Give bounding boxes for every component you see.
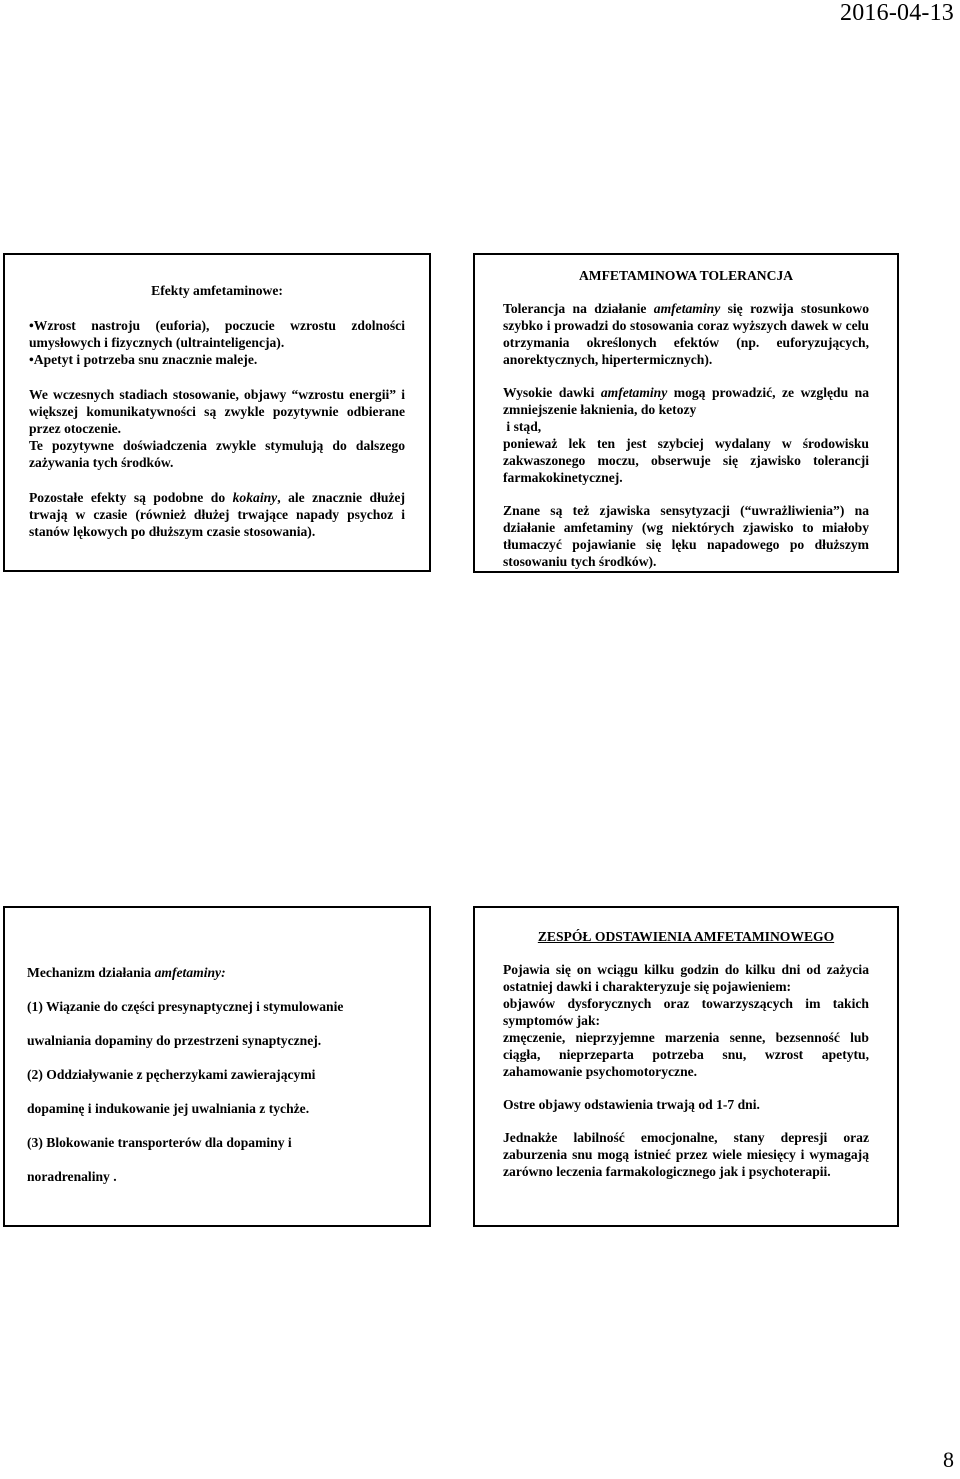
italic-term: amfetaminy	[653, 301, 721, 316]
paragraph: Znane są też zjawiska sensytyzacji (“uwrażliwienia”) na działanie amfetaminy (wg niektórych zjawisko to miałoby tłumaczyć pojawianie się lęku napadowego po dłuższym stosowaniu tych środków).	[503, 503, 869, 569]
mechanism-line: dopaminę i indukowanie jej uwalniania z tychże.	[27, 1101, 310, 1116]
paragraph: Ostre objawy odstawienia trwają od 1-7 dni.	[503, 1097, 760, 1112]
mechanism-line: uwalniania dopaminy do przestrzeni synaptycznej.	[27, 1033, 322, 1048]
slide-title: Efekty amfetaminowe:	[151, 283, 283, 298]
mechanism-line: (2) Oddziaływanie z pęcherzykami zawierającymi	[27, 1067, 316, 1082]
slide-withdrawal-syndrome	[473, 906, 899, 1227]
slide-amphetamine-effects	[3, 253, 431, 572]
slide-amphetamine-tolerance	[473, 253, 899, 573]
text-run: Mechanizm działania	[27, 965, 155, 980]
text-run: Tolerancja na działanie	[503, 301, 654, 316]
slide-mechanism-of-action	[3, 906, 431, 1227]
paragraph: Te pozytywne doświadczenia zwykle stymulują do dalszego zażywania tych środków.	[29, 438, 405, 470]
slide-title: ZESPÓŁ ODSTAWIENIA AMFETAMINOWEGO	[537, 929, 835, 944]
paragraph: zmęczenie, nieprzyjemne marzenia senne, bezsenność lub ciągła, nieprzeparta potrzeba snu, wzrost apetytu, zahamowanie psychomotoryczne.	[503, 1030, 869, 1079]
mechanism-line: noradrenaliny .	[27, 1169, 117, 1184]
slide-title: AMFETAMINOWA TOLERANCJA	[578, 268, 794, 283]
text-run: Wysokie dawki	[503, 385, 601, 400]
italic-term: amfetaminy:	[154, 965, 226, 980]
text-run: mogą prowadzić, ze względu na zmniejszenie łaknienia, do ketozy	[503, 385, 869, 417]
paragraph: objawów dysforycznych oraz towarzyszących im takich symptomów jak:	[503, 996, 869, 1028]
page-date: 2016-04-13	[840, 0, 954, 26]
page-number: 8	[943, 1447, 954, 1472]
paragraph: i stąd,	[503, 419, 542, 434]
bullet-list	[29, 317, 405, 368]
paragraph	[503, 300, 869, 368]
text-run: , ale znacznie dłużej trwają w czasie (również dłużej trwające napady psychoz i stanów lękowych po dłuższym czasie stosowania).	[29, 490, 405, 539]
paragraph: We wczesnych stadiach stosowanie, objawy “wzrostu energii” i większej komunikatywności są zwykle pozytywnie odbierane przez otoczenie.	[29, 387, 405, 436]
paragraph: ponieważ lek ten jest szybciej wydalany w środowisku zakwaszonego moczu, obserwuje się zjawisko tolerancji farmakokinetycznej.	[503, 436, 869, 485]
paragraph	[503, 384, 869, 418]
text-run: się rozwija stosunkowo szybko i prowadzi do stosowania coraz wyższych dawek w celu otrzymania określonych efektów (np. euforyzujących, anorektycznych, hipertermicznych).	[503, 301, 869, 367]
mechanism-line: (1) Wiązanie do części presynaptycznej i stymulowanie	[27, 999, 344, 1014]
paragraph: Jednakże labilność emocjonalne, stany depresji oraz zaburzenia snu mogą istnieć przez wiele miesięcy i wymagają zarówno leczenia farmakologicznego jak i psychoterapii.	[503, 1130, 869, 1179]
paragraph	[29, 489, 405, 540]
italic-term: kokainy	[232, 490, 278, 505]
slide-title	[27, 964, 407, 981]
paragraph: Pojawia się on wciągu kilku godzin do kilku dni od zażycia ostatniej dawki i charakteryzuje się pojawieniem:	[503, 962, 869, 994]
bullet-item: •Apetyt i potrzeba snu znacznie maleje.	[29, 352, 258, 367]
paragraph-block	[503, 384, 869, 486]
paragraph-block	[29, 386, 405, 471]
italic-term: amfetaminy	[600, 385, 668, 400]
text-run: Pozostałe efekty są podobne do	[29, 490, 233, 505]
bullet-item: •Wzrost nastroju (euforia), poczucie wzrostu zdolności umysłowych i fizycznych (ultrainteligencja).	[29, 318, 405, 350]
paragraph-block	[503, 961, 869, 1080]
mechanism-line: (3) Blokowanie transporterów dla dopaminy i	[27, 1135, 292, 1150]
